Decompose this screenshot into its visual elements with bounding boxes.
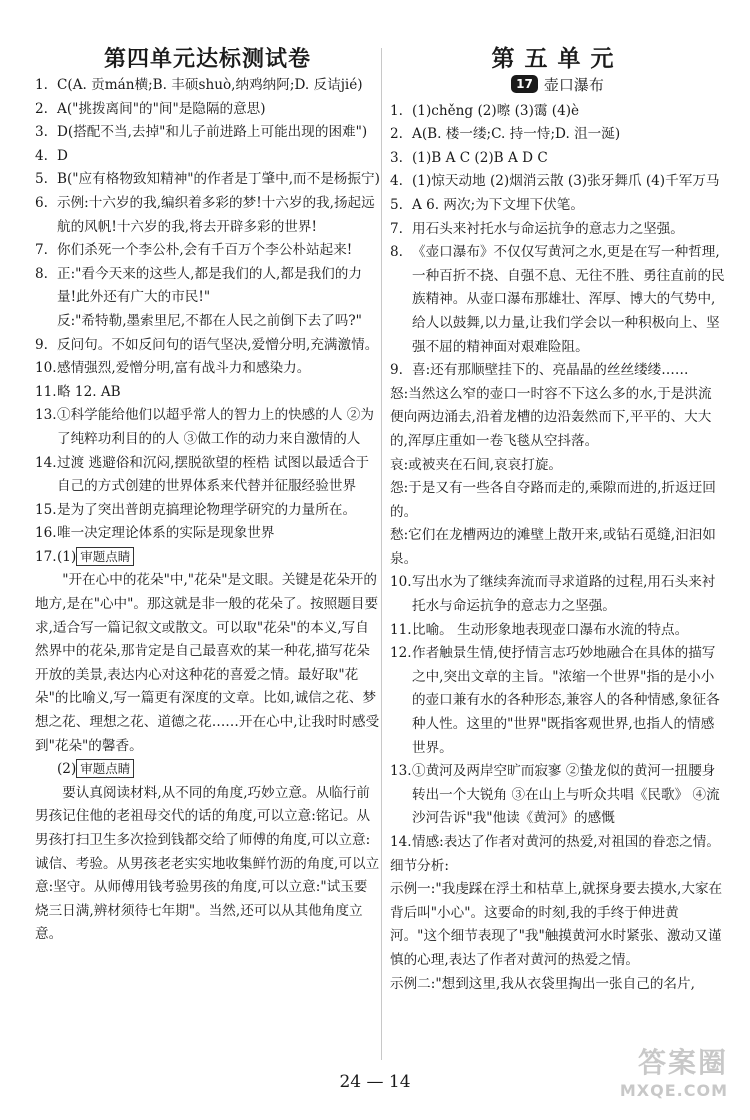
answer-text: 反问句。不如反问句的语气坚决,爱憎分明,充满激情。 bbox=[57, 336, 379, 353]
answer-item bbox=[35, 357, 380, 381]
page-number: 24 — 14 bbox=[339, 1072, 411, 1092]
part-label: (1) bbox=[57, 548, 77, 565]
answer-item bbox=[390, 878, 725, 972]
answer-number: 11. bbox=[390, 621, 412, 638]
section-title-unit5: 第五单元 bbox=[491, 45, 624, 72]
answer-number: 9. bbox=[35, 336, 48, 353]
answer-item bbox=[390, 524, 725, 571]
answer-item bbox=[390, 571, 725, 618]
answer-number: 10. bbox=[35, 360, 57, 377]
answer-item bbox=[390, 123, 725, 147]
answer-number: 4. bbox=[390, 173, 403, 190]
answer-number: 5. bbox=[35, 171, 48, 188]
answer-item bbox=[390, 100, 725, 124]
answer-text: 作者触景生情,使抒情言志巧妙地融合在具体的描写之中,突出文章的主旨。"浓缩一个世界"指的是小小的壶口兼有水的各种形态,兼容人的各种情感,象征各种人性。这里的"世界"既指客观世界,也指人的情感世界。 bbox=[412, 645, 720, 756]
answer-text: (1)惊天动地 (2)烟消云散 (3)张牙舞爪 (4)千军万马 bbox=[412, 173, 720, 190]
answer-item bbox=[35, 381, 380, 405]
answer-number: 9. bbox=[390, 362, 403, 379]
answer-text: D bbox=[57, 147, 68, 164]
answer-number: 15. bbox=[35, 501, 57, 518]
answer-item bbox=[35, 74, 380, 98]
left-column bbox=[35, 44, 380, 947]
answer-number: 8. bbox=[35, 265, 48, 282]
answer-number: 16. bbox=[35, 525, 57, 542]
answer-text: 《壶口瀑布》不仅仅写黄河之水,更是在写一种哲理,一种百折不挠、自强不息、无往不胜、勇往直前的民族精神。从壶口瀑布那雄壮、浑厚、博大的气势中,给人以鼓舞,以力量,让我们学会以一种积极向上、坚强不屈的精神面对艰难险阻。 bbox=[412, 244, 725, 355]
answer-text: 正:"看今天来的这些人,都是我们的人,都是我们的力量!此外还有广大的市民!" bbox=[57, 265, 362, 306]
answer-item bbox=[35, 145, 380, 169]
answer-text: 喜:还有那顺壁挂下的、亮晶晶的丝丝缕缕…… bbox=[412, 362, 689, 379]
answer-number: 14. bbox=[390, 834, 412, 850]
lesson-heading bbox=[390, 74, 725, 98]
answer-item bbox=[390, 855, 725, 879]
answer-item bbox=[390, 619, 725, 643]
answer-item bbox=[35, 192, 380, 239]
answer-text: C(A. 贡mán横;B. 丰硕shuò,纳鸡纳阿;D. 反诘jié) bbox=[57, 77, 363, 93]
answer-number: 17. bbox=[35, 548, 57, 565]
answer-item bbox=[35, 239, 380, 263]
answer-number: 1. bbox=[390, 102, 403, 119]
answer-number: 11. bbox=[35, 383, 57, 400]
answer-item bbox=[390, 477, 725, 524]
q17-para1: "开在心中的花朵"中,"花朵"是文眼。关键是花朵开的地方,是在"心中"。那这就是非一般的花朵了。按照题目要求,适合写一篇记叙文或散文。可以取"花朵"的本义,写自然界中的花朵,那肯定是自己最喜欢的某一种花,描写花朵开放的美景,表达内心对这种花的喜爱之情。最好取"花朵"的比喻义,写一篇更有深度的文章。比如,诚信之花、梦想之花、理想之花、道德之花……开在心中,让我时时感受到"花朵"的馨香。 bbox=[35, 572, 380, 754]
answer-text: 细节分析: bbox=[390, 857, 449, 874]
left-answer-list bbox=[35, 74, 380, 546]
answer-text: 感情强烈,爱憎分明,富有战斗力和感染力。 bbox=[57, 360, 311, 377]
answer-item bbox=[35, 499, 380, 523]
answer-text: 情感:表达了作者对黄河的热爱,对祖国的眷恋之情。 bbox=[412, 834, 720, 850]
answer-17-part2 bbox=[35, 758, 380, 782]
answer-item bbox=[390, 170, 725, 194]
answer-text: D(搭配不当,去掉"和儿子前进路上可能出现的困难") bbox=[57, 124, 368, 141]
answer-text: B("应有格物致知精神"的作者是丁肇中,而不是杨振宁) bbox=[57, 171, 380, 188]
answer-text: 你们杀死一个李公朴,会有千百万个李公朴站起来! bbox=[57, 242, 353, 259]
answer-item bbox=[35, 334, 380, 358]
answer-number: 13. bbox=[390, 763, 412, 780]
answer-text: ①黄河及两岸空旷而寂寥 ②蛰龙似的黄河一扭腰身转出一个大锐角 ③在山上与听众共唱《民歌》 ④流沙河告诉"我"他读《黄河》的感慨 bbox=[412, 763, 720, 827]
answer-text: 怒:当然这么窄的壶口一时容不下这么多的水,于是洪流便向两边涌去,沿着龙槽的边沿轰然而下,平平的、大大的,浑厚庄重如一卷飞毯从空抖落。 bbox=[390, 385, 712, 449]
answer-item bbox=[35, 98, 380, 122]
answer-number: 14. bbox=[35, 454, 57, 471]
answer-item bbox=[35, 310, 380, 334]
answer-number: 6. bbox=[35, 194, 48, 211]
answer-number: 5. bbox=[390, 196, 403, 213]
answer-text: 写出水为了继续奔流而寻求道路的过程,用石头来衬托水与命运抗争的意志力之坚强。 bbox=[412, 574, 716, 615]
answer-text: 示例:十六岁的我,编织着多彩的梦!十六岁的我,扬起远航的风帆!十六岁的我,将去开辟多彩的世界! bbox=[57, 194, 375, 235]
answer-number: 7. bbox=[35, 242, 48, 259]
answer-number: 3. bbox=[35, 124, 48, 141]
answer-number: 10. bbox=[390, 574, 412, 591]
lesson-title: 壶口瀑布 bbox=[543, 76, 604, 94]
column-divider bbox=[381, 48, 382, 1060]
answer-item bbox=[390, 760, 725, 831]
answer-item bbox=[390, 147, 725, 171]
answer-item bbox=[390, 973, 725, 997]
watermark-url: MXQE.COM bbox=[619, 1081, 728, 1100]
answer-text: 比喻。 生动形象地表现壶口瀑布水流的特点。 bbox=[412, 621, 689, 638]
answer-item bbox=[35, 263, 380, 310]
answer-item bbox=[390, 383, 725, 454]
answer-number: 2. bbox=[390, 126, 403, 143]
answer-text: A(B. 楼一缕;C. 持一恃;D. 沮一涎) bbox=[412, 126, 621, 143]
answer-text: 愁:它们在龙槽两边的滩壁上散开来,或钻石觅缝,汩汩如泉。 bbox=[390, 527, 716, 567]
q17-para2: 要认真阅读材料,从不同的角度,巧妙立意。从临行前男孩记住他的老祖母交代的话的角度,可以立意:铭记。从男孩打扫卫生多次捡到钱都交给了师傅的角度,可以立意:诚信、考验。从男孩老老实实地收集鲜竹沥的角度,可以立意:坚守。从师傅用钱考验男孩的角度,可以立意:"试玉要烧三日满,辨材须待七年期"。当然,还可以从其他角度立意。 bbox=[35, 784, 380, 943]
answer-text: 示例二:"想到这里,我从衣袋里掏出一张自己的名片, bbox=[390, 975, 695, 992]
answer-item bbox=[390, 241, 725, 359]
answer-item bbox=[390, 359, 725, 383]
answer-item bbox=[390, 642, 725, 760]
answer-item bbox=[35, 452, 380, 499]
answer-text: 略 12. AB bbox=[57, 383, 121, 400]
answer-text: 怨:于是又有一些各自夺路而走的,乘隙而进的,折返迂回的。 bbox=[390, 480, 716, 520]
answer-number: 13. bbox=[35, 407, 57, 424]
answer-text: 哀:或被夹在石间,哀哀打旋。 bbox=[390, 456, 563, 473]
hint-box-label: 审题点睛 bbox=[76, 547, 134, 566]
answer-number: 2. bbox=[35, 100, 48, 117]
answer-text: A 6. 两次;为下文埋下伏笔。 bbox=[412, 196, 584, 213]
answer-text: 是为了突出普朗克搞理论物理学研究的力量所在。 bbox=[57, 501, 357, 518]
answer-number: 1. bbox=[35, 77, 48, 93]
answer-text: 过渡 逃避俗和沉闷,摆脱欲望的桎梏 试图以最适合于自己的方式创建的世界体系来代替并征服经验世界 bbox=[57, 454, 370, 495]
answer-item bbox=[35, 121, 380, 145]
answer-text: A("挑拨离间"的"间"是隐隔的意思) bbox=[57, 100, 266, 117]
lesson-number-badge: 17 bbox=[511, 75, 538, 93]
watermark-text: 答案圈 bbox=[637, 1046, 728, 1079]
answer-item bbox=[390, 831, 725, 855]
right-column bbox=[390, 44, 725, 996]
answer-item bbox=[390, 218, 725, 242]
answer-item bbox=[35, 404, 380, 451]
part-label: (2) bbox=[57, 761, 77, 778]
answer-text: 示例一:"我虔踩在浮土和枯草上,就探身要去摸水,大家在背后叫"小心"。这要命的时刻,我的手终于伸进黄河。"这个细节表现了"我"触摸黄河水时紧张、激动又谨慎的心理,表达了作者对黄河的热爱之情。 bbox=[390, 881, 723, 968]
answer-text: (1)chěng (2)嚓 (3)霭 (4)è bbox=[412, 102, 580, 119]
answer-text: (1)B A C (2)B A D C bbox=[412, 149, 548, 166]
answer-number: 4. bbox=[35, 147, 48, 164]
answer-number: 3. bbox=[390, 149, 403, 166]
answer-number: 12. bbox=[390, 645, 412, 662]
watermark-logo bbox=[620, 1041, 728, 1100]
answer-number: 8. bbox=[390, 244, 403, 261]
answer-text: 唯一决定理论体系的实际是现象世界 bbox=[57, 525, 275, 542]
answer-text: 反:"希特勒,墨索里尼,不都在人民之前倒下去了吗?" bbox=[57, 312, 362, 329]
answer-text: ①科学能给他们以超乎常人的智力上的快感的人 ②为了纯粹功利目的的人 ③做工作的动力来自激情的人 bbox=[57, 407, 374, 447]
answer-number: 7. bbox=[390, 220, 403, 237]
answer-item bbox=[390, 194, 725, 218]
answer-text: 用石头来衬托水与命运抗争的意志力之坚强。 bbox=[412, 220, 684, 237]
answer-item bbox=[390, 454, 725, 478]
right-answer-list bbox=[390, 100, 725, 997]
answer-item bbox=[35, 522, 380, 546]
answer-item bbox=[35, 168, 380, 192]
section-title-unit4: 第四单元达标测试卷 bbox=[103, 46, 311, 72]
hint-box-label: 审题点睛 bbox=[76, 759, 134, 778]
answer-17 bbox=[35, 546, 380, 570]
